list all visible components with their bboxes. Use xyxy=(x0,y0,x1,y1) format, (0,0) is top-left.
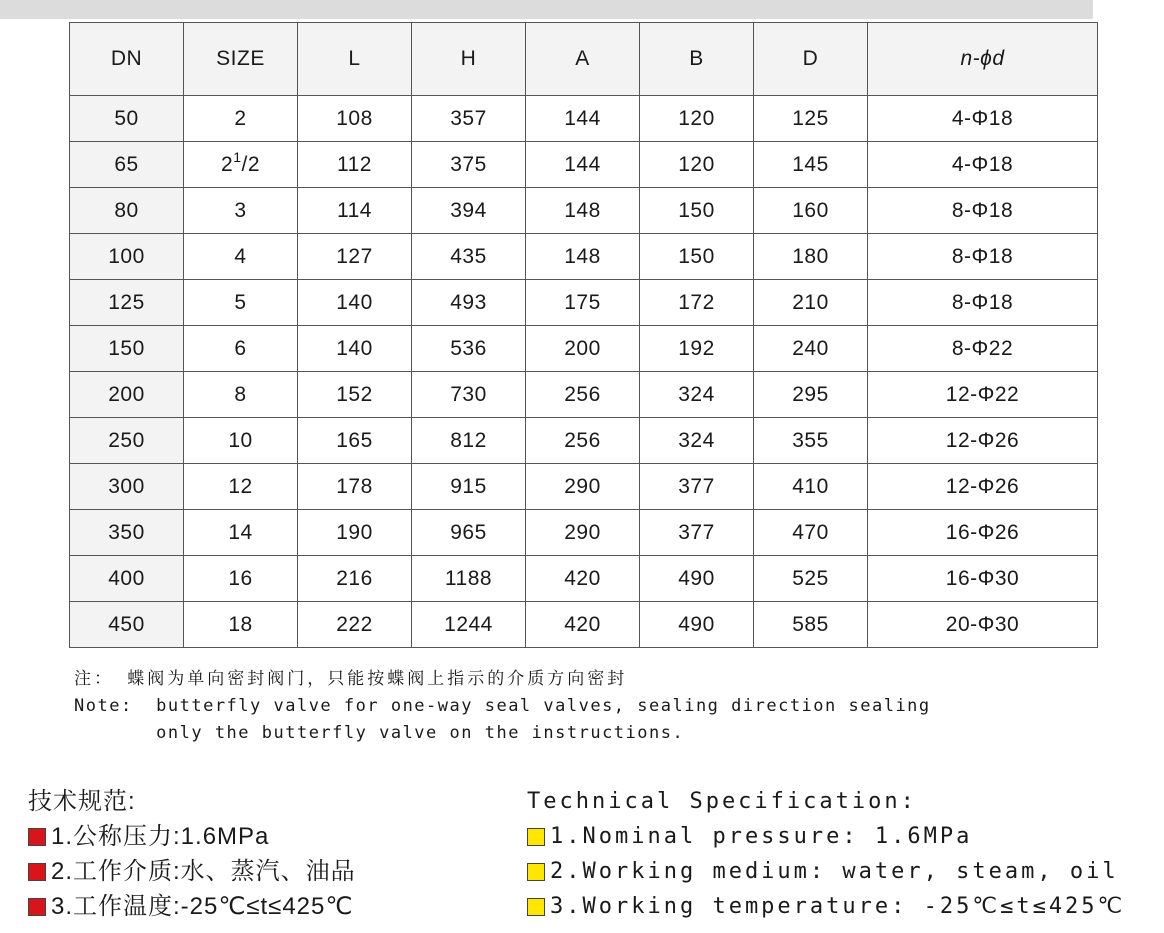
note-cn: 注： 蝶阀为单向密封阀门，只能按蝶阀上指示的介质方向密封 xyxy=(74,669,628,689)
cell-l: 140 xyxy=(298,326,412,372)
cell-dn: 350 xyxy=(70,510,184,556)
cell-a: 256 xyxy=(526,418,640,464)
cell-b: 150 xyxy=(640,188,754,234)
cell-b: 324 xyxy=(640,372,754,418)
note-block xyxy=(74,666,931,747)
size-whole: 18 xyxy=(228,612,253,636)
red-square-bullet xyxy=(28,898,46,916)
cell-b: 377 xyxy=(640,510,754,556)
cell-nd: 12-Φ22 xyxy=(868,372,1098,418)
spec-en-block xyxy=(527,784,1125,924)
cell-b: 192 xyxy=(640,326,754,372)
cell-nd: 16-Φ30 xyxy=(868,556,1098,602)
cell-h: 375 xyxy=(412,142,526,188)
size-fraction-denominator: /2 xyxy=(241,152,260,176)
cell-h: 812 xyxy=(412,418,526,464)
cell-l: 108 xyxy=(298,96,412,142)
spec-en-item xyxy=(527,819,1125,854)
cell-nd: 8-Φ18 xyxy=(868,188,1098,234)
cell-dn: 80 xyxy=(70,188,184,234)
top-gray-bar xyxy=(0,0,1093,19)
size-whole: 8 xyxy=(234,382,247,406)
spec-cn-item xyxy=(28,819,356,854)
red-square-bullet xyxy=(28,863,46,881)
cell-nd: 8-Φ18 xyxy=(868,280,1098,326)
cell-d: 410 xyxy=(754,464,868,510)
cell-nd: 12-Φ26 xyxy=(868,464,1098,510)
cell-b: 324 xyxy=(640,418,754,464)
note-en-line1: Note: butterfly valve for one-way seal valves, sealing direction sealing xyxy=(74,696,931,716)
size-whole: 2 xyxy=(221,152,234,176)
table-row xyxy=(70,556,1098,602)
cell-h: 357 xyxy=(412,96,526,142)
cell-h: 1244 xyxy=(412,602,526,648)
table-row xyxy=(70,464,1098,510)
cell-l: 222 xyxy=(298,602,412,648)
header-size: SIZE xyxy=(184,23,298,96)
cell-l: 114 xyxy=(298,188,412,234)
spec-cn-item-text: 2.工作介质:水、蒸汽、油品 xyxy=(51,858,356,885)
cell-size xyxy=(184,326,298,372)
cell-l: 165 xyxy=(298,418,412,464)
spec-cn-block xyxy=(28,784,356,924)
cell-h: 965 xyxy=(412,510,526,556)
cell-h: 435 xyxy=(412,234,526,280)
cell-l: 140 xyxy=(298,280,412,326)
cell-l: 178 xyxy=(298,464,412,510)
cell-dn: 250 xyxy=(70,418,184,464)
note-en-line2: only the butterfly valve on the instructions. xyxy=(74,723,685,743)
cell-d: 125 xyxy=(754,96,868,142)
cell-a: 290 xyxy=(526,464,640,510)
size-whole: 10 xyxy=(228,428,253,452)
cell-d: 210 xyxy=(754,280,868,326)
cell-a: 148 xyxy=(526,234,640,280)
cell-nd: 20-Φ30 xyxy=(868,602,1098,648)
cell-b: 150 xyxy=(640,234,754,280)
yellow-square-bullet xyxy=(527,898,545,916)
cell-h: 730 xyxy=(412,372,526,418)
spec-en-item xyxy=(527,889,1125,924)
size-whole: 5 xyxy=(234,290,247,314)
cell-h: 493 xyxy=(412,280,526,326)
size-fraction-numerator: 1 xyxy=(233,148,242,165)
table-row xyxy=(70,418,1098,464)
table-row xyxy=(70,188,1098,234)
yellow-square-bullet xyxy=(527,863,545,881)
table-header-row xyxy=(70,23,1098,96)
cell-b: 490 xyxy=(640,556,754,602)
size-whole: 4 xyxy=(234,244,247,268)
spec-en-item-text: 3.Working temperature: -25℃≤t≤425℃ xyxy=(550,894,1126,919)
cell-h: 915 xyxy=(412,464,526,510)
cell-a: 144 xyxy=(526,96,640,142)
table-row xyxy=(70,326,1098,372)
cell-b: 120 xyxy=(640,96,754,142)
cell-size xyxy=(184,234,298,280)
cell-nd: 8-Φ22 xyxy=(868,326,1098,372)
cell-size xyxy=(184,96,298,142)
size-whole: 2 xyxy=(234,106,247,130)
cell-b: 172 xyxy=(640,280,754,326)
header-l: L xyxy=(298,23,412,96)
size-whole: 3 xyxy=(234,198,247,222)
cell-dn: 200 xyxy=(70,372,184,418)
cell-d: 180 xyxy=(754,234,868,280)
cell-dn: 450 xyxy=(70,602,184,648)
cell-l: 112 xyxy=(298,142,412,188)
cell-nd: 8-Φ18 xyxy=(868,234,1098,280)
cell-b: 490 xyxy=(640,602,754,648)
header-d: D xyxy=(754,23,868,96)
cell-a: 200 xyxy=(526,326,640,372)
spec-cn-title: 技术规范: xyxy=(28,788,136,815)
red-square-bullet xyxy=(28,828,46,846)
cell-l: 216 xyxy=(298,556,412,602)
cell-d: 295 xyxy=(754,372,868,418)
cell-d: 355 xyxy=(754,418,868,464)
cell-d: 160 xyxy=(754,188,868,234)
cell-d: 145 xyxy=(754,142,868,188)
spec-en-title: Technical Specification: xyxy=(527,789,917,814)
cell-dn: 50 xyxy=(70,96,184,142)
cell-size xyxy=(184,602,298,648)
spec-en-item-text: 1.Nominal pressure: 1.6MPa xyxy=(550,824,973,849)
cell-a: 175 xyxy=(526,280,640,326)
cell-d: 470 xyxy=(754,510,868,556)
cell-h: 1188 xyxy=(412,556,526,602)
yellow-square-bullet xyxy=(527,828,545,846)
table-row xyxy=(70,602,1098,648)
spec-cn-item-text: 1.公称压力:1.6MPa xyxy=(51,823,270,850)
header-a: A xyxy=(526,23,640,96)
cell-size xyxy=(184,464,298,510)
size-whole: 6 xyxy=(234,336,247,360)
size-whole: 16 xyxy=(228,566,253,590)
cell-dn: 65 xyxy=(70,142,184,188)
cell-dn: 100 xyxy=(70,234,184,280)
table-row xyxy=(70,234,1098,280)
size-whole: 14 xyxy=(228,520,253,544)
cell-a: 148 xyxy=(526,188,640,234)
cell-nd: 4-Φ18 xyxy=(868,142,1098,188)
cell-nd: 16-Φ26 xyxy=(868,510,1098,556)
header-h: H xyxy=(412,23,526,96)
spec-cn-item xyxy=(28,854,356,889)
cell-d: 525 xyxy=(754,556,868,602)
cell-nd: 12-Φ26 xyxy=(868,418,1098,464)
cell-d: 585 xyxy=(754,602,868,648)
cell-l: 127 xyxy=(298,234,412,280)
cell-b: 120 xyxy=(640,142,754,188)
cell-a: 144 xyxy=(526,142,640,188)
table-row xyxy=(70,96,1098,142)
table-row xyxy=(70,142,1098,188)
cell-size xyxy=(184,418,298,464)
cell-a: 256 xyxy=(526,372,640,418)
cell-a: 290 xyxy=(526,510,640,556)
cell-a: 420 xyxy=(526,556,640,602)
cell-size xyxy=(184,280,298,326)
cell-size xyxy=(184,372,298,418)
cell-b: 377 xyxy=(640,464,754,510)
cell-h: 394 xyxy=(412,188,526,234)
cell-dn: 300 xyxy=(70,464,184,510)
spec-en-item xyxy=(527,854,1125,889)
cell-size xyxy=(184,142,298,188)
cell-dn: 125 xyxy=(70,280,184,326)
size-whole: 12 xyxy=(228,474,253,498)
cell-dn: 150 xyxy=(70,326,184,372)
cell-dn: 400 xyxy=(70,556,184,602)
header-n-phi-d: n-ϕd xyxy=(868,23,1098,96)
dimension-table xyxy=(69,22,1098,648)
header-dn: DN xyxy=(70,23,184,96)
cell-h: 536 xyxy=(412,326,526,372)
cell-d: 240 xyxy=(754,326,868,372)
cell-size xyxy=(184,556,298,602)
cell-l: 152 xyxy=(298,372,412,418)
table-row xyxy=(70,372,1098,418)
cell-l: 190 xyxy=(298,510,412,556)
header-b: B xyxy=(640,23,754,96)
spec-cn-item xyxy=(28,889,356,924)
spec-en-item-text: 2.Working medium: water, steam, oil xyxy=(550,859,1119,884)
cell-size xyxy=(184,510,298,556)
table-row xyxy=(70,510,1098,556)
cell-size xyxy=(184,188,298,234)
cell-nd: 4-Φ18 xyxy=(868,96,1098,142)
table-row xyxy=(70,280,1098,326)
cell-a: 420 xyxy=(526,602,640,648)
spec-cn-item-text: 3.工作温度:-25℃≤t≤425℃ xyxy=(51,893,354,920)
